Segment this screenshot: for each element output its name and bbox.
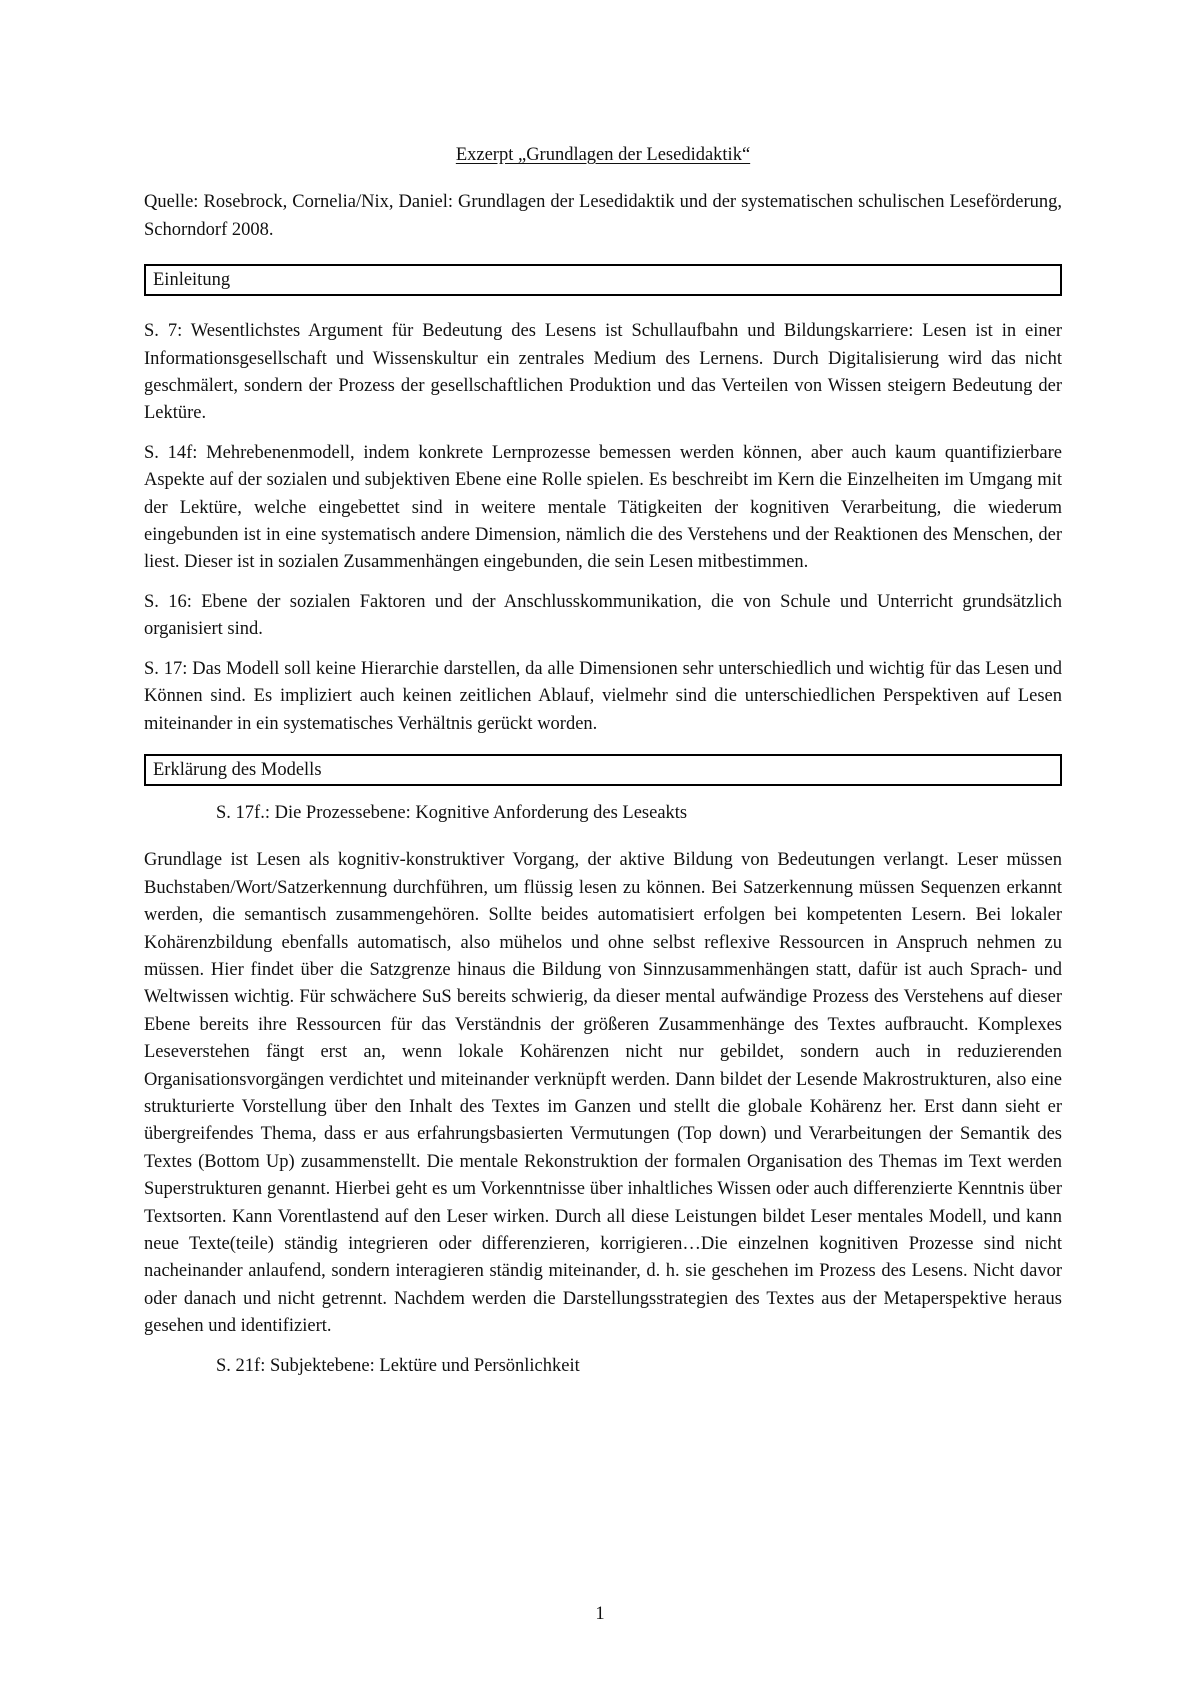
- subheading-subjektebene: S. 21f: Subjektebene: Lektüre und Persönlichkeit: [216, 1355, 580, 1376]
- page-content: [144, 142, 1062, 1400]
- section-heading-einleitung: Einleitung: [144, 264, 1062, 296]
- paragraph-s17: S. 17: Das Modell soll keine Hierarchie darstellen, da alle Dimensionen sehr unterschiedlich und wichtig für das Lesen und Können sind. Es impliziert auch keinen zeitlichen Ablauf, vielmehr sind die unterschiedlichen Perspektiven auf Lesen miteinander in ein systematisches Verhältnis gerückt worden.: [144, 658, 1062, 734]
- paragraph-s7: S. 7: Wesentlichstes Argument für Bedeutung des Lesens ist Schullaufbahn und Bildungskarriere: Lesen ist in einer Informationsgesellschaft und Wissenskultur ein zentrales Medium des Lernens. Durch Digitalisierung wird das nicht geschmälert, sondern der Prozess der gesellschaftlichen Produktion und das Verteilen von Wissen steigern Bedeutung der Lektüre.: [144, 321, 1062, 424]
- paragraph-s16: S. 16: Ebene der sozialen Faktoren und der Anschlusskommunikation, die von Schule und Unterricht grundsätzlich organisiert sind.: [144, 591, 1062, 640]
- page-number: 1: [595, 1604, 605, 1624]
- subheading-prozessebene: S. 17f.: Die Prozessebene: Kognitive Anforderung des Leseakts: [216, 802, 688, 823]
- section-heading-modell: Erklärung des Modells: [144, 754, 1062, 786]
- paragraph-s14: S. 14f: Mehrebenenmodell, indem konkrete Lernprozesse bemessen werden können, aber auch kaum quantifizierbare Aspekte auf der sozialen und subjektiven Ebene eine Rolle spielen. Es beschreibt im Kern die Einzelheiten im Umgang mit der Lektüre, welche eingebettet sind in weitere mentale Tätigkeiten der kognitiven Verarbeitung, die wiederum eingebunden ist in eine systematisch andere Dimension, nämlich die des Verstehens und der Reaktionen des Menschen, der liest. Dieser ist in sozialen Zusammenhängen eingebunden, die sein Lesen mitbestimmen.: [144, 442, 1062, 573]
- document-title: Exzerpt „Grundlagen der Lesedidaktik“: [455, 145, 751, 165]
- source-citation: Quelle: Rosebrock, Cornelia/Nix, Daniel: Grundlagen der Lesedidaktik und der systematischen schulischen Leseförderung, Schorndorf 2008.: [144, 192, 1062, 240]
- paragraph-prozessebene: Grundlage ist Lesen als kognitiv-konstruktiver Vorgang, der aktive Bildung von Bedeutungen verlangt. Leser müssen Buchstaben/Wort/Satzerkennung durchführen, um flüssig lesen zu können. Bei Satzerkennung müssen Sequenzen erkannt werden, die semantisch zusammengehören. Sollte beides automatisiert erfolgen bei kompetenten Lesern. Bei lokaler Kohärenzbildung ebenfalls automatisch, also mühelos und ohne selbst reflexive Ressourcen in Anspruch nehmen zu müssen. Hier findet über die Satzgrenze hinaus die Bildung von Sinnzusammenhängen statt, dafür ist auch Sprach- und Weltwissen wichtig. Für schwächere SuS bereits schwierig, da dieser mental aufwändige Prozess des Verstehens auf dieser Ebene bereits ihre Ressourcen für das Verständnis der größeren Zusammenhänge des Textes aufbraucht. Komplexes Leseverstehen fängt erst an, wenn lokale Kohärenzen nicht nur gebildet, sondern auch in reduzierenden Organisationsvorgängen verdichtet und miteinander verknüpft werden. Dann bildet der Lesende Makrostrukturen, also eine strukturierte Vorstellung über den Inhalt des Textes im Ganzen und stellt die globale Kohärenz her. Erst dann sieht er übergreifendes Thema, dass er aus erfahrungsbasierten Vermutungen (Top down) und Verarbeitungen der Semantik des Textes (Bottom Up) zusammenstellt. Die mentale Rekonstruktion der formalen Organisation des Themas im Text werden Superstrukturen genannt. Hierbei geht es um Vorkenntnisse über inhaltliches Wissen oder auch differenzierte Kenntnis über Textsorten. Kann Vorentlastend auf den Leser wirken. Durch all diese Leistungen bildet Leser mentales Modell, und kann neue Texte(teile) ständig integrieren oder differenzieren, korrigieren…Die einzelnen kognitiven Prozesse sind nicht nacheinander anlaufend, sondern interagieren ständig miteinander, d. h. sie geschehen im Prozess des Lesens. Nicht davor oder danach und nicht getrennt. Nachdem werden die Darstellungsstrategien des Textes aus der Metaperspektive heraus gesehen und identifiziert.: [144, 850, 1062, 1337]
